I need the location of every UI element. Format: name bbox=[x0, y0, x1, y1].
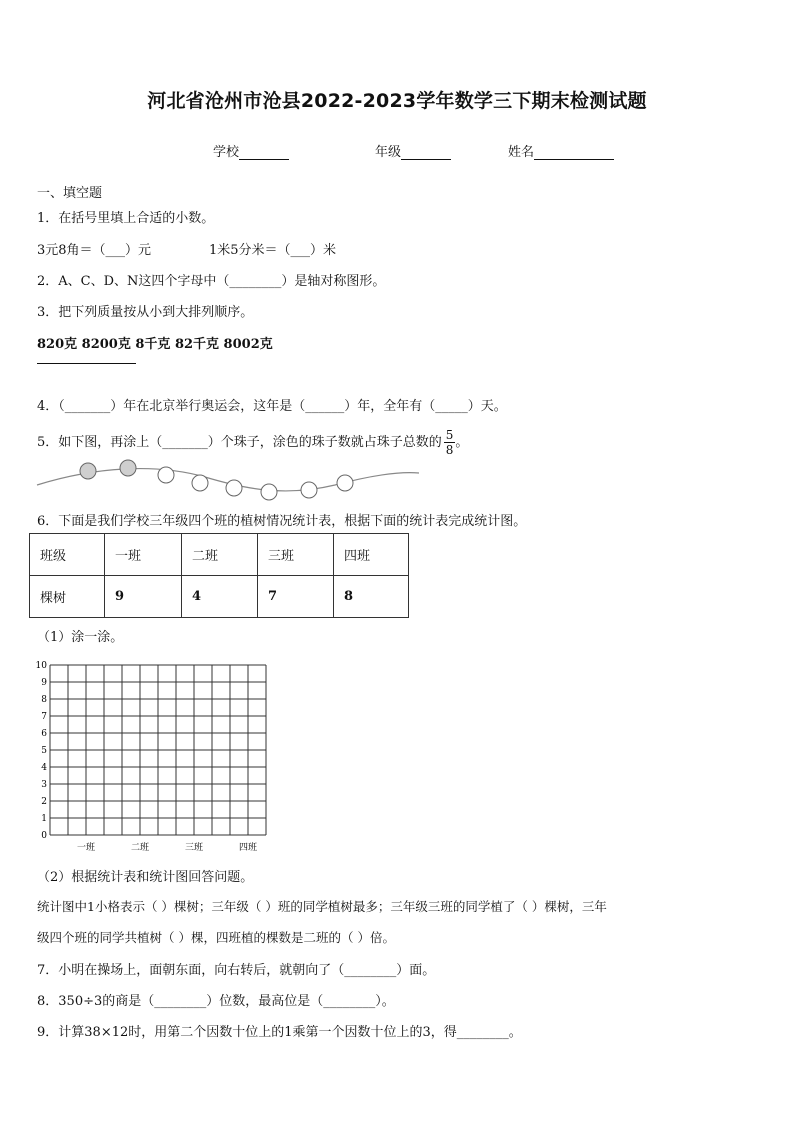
fraction bbox=[444, 428, 456, 457]
question-6: 6．下面是我们学校三年级四个班的植树情况统计表，根据下面的统计表完成统计图。 bbox=[37, 514, 527, 529]
fraction-denominator: 8 bbox=[445, 443, 454, 457]
name-field bbox=[508, 141, 614, 160]
y-tick-label: 1 bbox=[41, 814, 47, 824]
question-6-2a: 统计图中1小格表示（ ）棵树；三年级（ ）班的同学植树最多；三年级三班的同学植了（ ）棵树，三年 bbox=[37, 899, 607, 914]
bead-shaded bbox=[80, 463, 96, 479]
x-tick-label: 一班 bbox=[76, 843, 96, 853]
table-cell: 二班 bbox=[182, 534, 258, 576]
plant-table bbox=[29, 533, 409, 618]
table-cell: 7 bbox=[258, 576, 334, 618]
beads-figure bbox=[35, 455, 425, 505]
table-cell: 三班 bbox=[258, 534, 334, 576]
question-6-2b: 级四个班的同学共植树（ ）棵，四班植的棵数是二班的（ ）倍。 bbox=[37, 930, 395, 945]
page-title: 河北省沧州市沧县2022-2023学年数学三下期末检测试题 bbox=[147, 90, 647, 112]
school-label: 学校 bbox=[213, 145, 240, 160]
y-tick-label: 5 bbox=[41, 746, 47, 756]
question-5-text: 5．如下图，再涂上（_______）个珠子，涂色的珠子数就占珠子总数的 bbox=[37, 435, 442, 450]
table-cell: 四班 bbox=[334, 534, 409, 576]
table-row bbox=[30, 576, 409, 618]
question-7: 7．小明在操场上，面朝东面，向右转后，就朝向了（________）面。 bbox=[37, 963, 436, 978]
question-1b: 1米5分米＝（___）米 bbox=[209, 243, 337, 258]
question-5-end: 。 bbox=[455, 435, 469, 450]
table-cell: 4 bbox=[182, 576, 258, 618]
answer-line[interactable] bbox=[37, 363, 136, 364]
y-tick-label: 8 bbox=[41, 695, 47, 705]
y-tick-label: 3 bbox=[41, 780, 47, 790]
question-2: 2．A、C、D、N这四个字母中（________）是轴对称图形。 bbox=[37, 274, 386, 289]
question-1a: 3元8角＝（___）元 bbox=[37, 243, 152, 258]
y-tick-label: 6 bbox=[41, 729, 47, 739]
table-cell: 一班 bbox=[105, 534, 182, 576]
y-tick-label: 9 bbox=[41, 678, 47, 688]
y-tick-label: 0 bbox=[41, 831, 47, 841]
x-tick-label: 二班 bbox=[130, 843, 150, 853]
name-label: 姓名 bbox=[508, 145, 535, 160]
bead-shaded bbox=[120, 460, 136, 476]
question-8: 8．350÷3的商是（________）位数，最高位是（________）。 bbox=[37, 994, 395, 1009]
question-3: 3．把下列质量按从小到大排列顺序。 bbox=[37, 305, 254, 320]
school-field bbox=[213, 141, 289, 160]
table-cell: 9 bbox=[105, 576, 182, 618]
school-blank[interactable] bbox=[239, 145, 289, 160]
question-3-items: 820克 8200克 8千克 82千克 8002克 bbox=[37, 337, 273, 352]
y-tick-label: 10 bbox=[35, 661, 47, 671]
fraction-numerator: 5 bbox=[445, 428, 454, 442]
section-heading: 一、填空题 bbox=[37, 186, 103, 201]
table-header-row bbox=[30, 534, 409, 576]
question-9: 9．计算38×12时，用第二个因数十位上的1乘第一个因数十位上的3，得________。 bbox=[37, 1025, 522, 1040]
grade-field bbox=[375, 141, 451, 160]
table-cell: 8 bbox=[334, 576, 409, 618]
x-tick-label: 三班 bbox=[184, 843, 204, 853]
x-tick-label: 四班 bbox=[238, 843, 258, 853]
bar-chart-grid[interactable] bbox=[30, 658, 275, 854]
y-tick-label: 2 bbox=[41, 797, 47, 807]
question-1: 1．在括号里填上合适的小数。 bbox=[37, 211, 215, 226]
table-cell: 班级 bbox=[30, 534, 105, 576]
question-4: 4．（_______）年在北京举行奥运会，这年是（______）年，全年有（_____）天。 bbox=[37, 399, 507, 414]
y-tick-label: 7 bbox=[41, 712, 47, 722]
question-5 bbox=[37, 428, 468, 457]
bead-empty bbox=[301, 482, 317, 498]
grade-label: 年级 bbox=[375, 145, 402, 160]
bead-empty bbox=[192, 475, 208, 491]
table-cell: 棵树 bbox=[30, 576, 105, 618]
bead-empty bbox=[337, 475, 353, 491]
name-blank[interactable] bbox=[534, 145, 614, 160]
bead-empty bbox=[261, 484, 277, 500]
bead-empty bbox=[158, 467, 174, 483]
question-6-1: （1）涂一涂。 bbox=[37, 630, 124, 645]
question-6-2: （2）根据统计表和统计图回答问题。 bbox=[37, 870, 254, 885]
y-tick-label: 4 bbox=[41, 763, 47, 773]
bead-empty bbox=[226, 480, 242, 496]
grade-blank[interactable] bbox=[401, 145, 451, 160]
